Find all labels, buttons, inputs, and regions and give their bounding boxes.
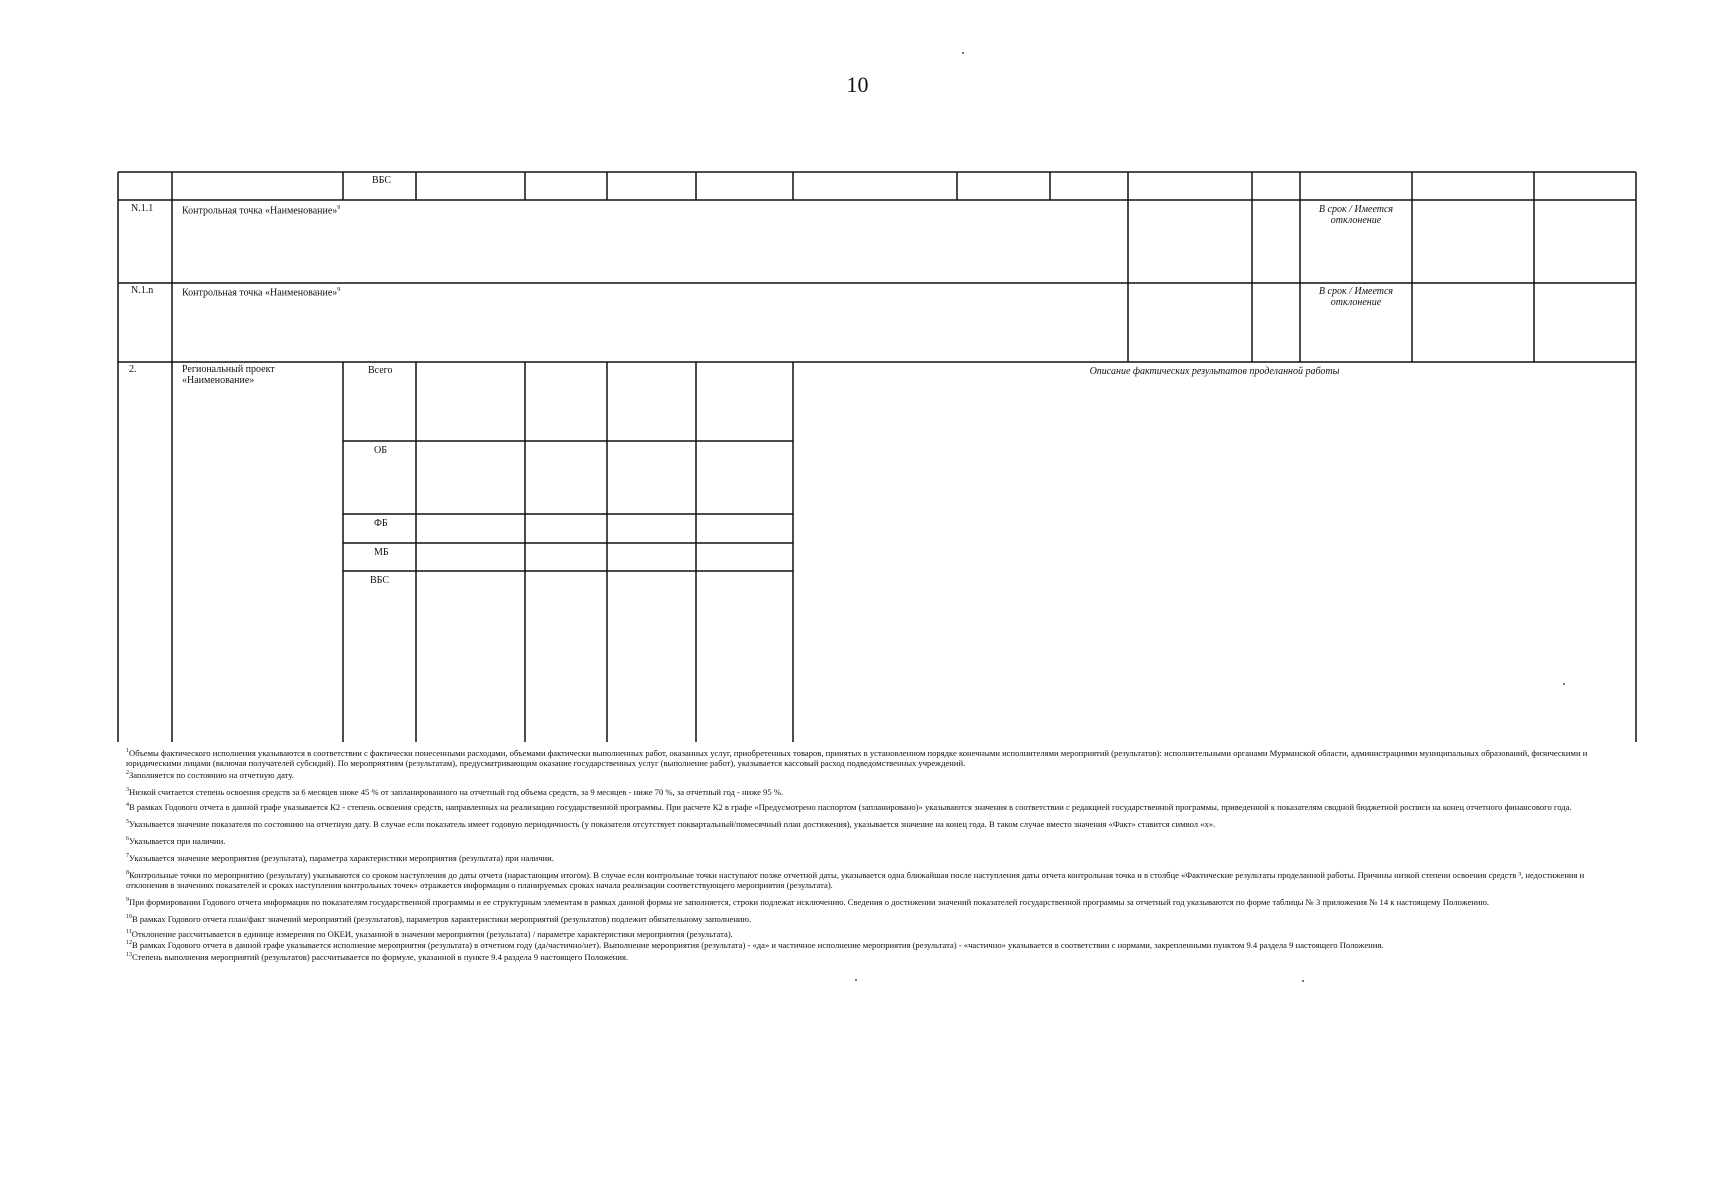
footnote-4: $^4$В рамках Годового отчета в данной графе указывается К2 - степень освоения средств, направленных на реализацию государственной программы. При расчете К2 в графе «Предусмотрено паспортом (запланировано)» указываются значения в соответствии с редакцией государственной программы, приведенной к показателям сводной бюджетной росписи на конец отчетного финансового года. — [126, 801, 1572, 812]
footnote-11: $^{11}$Отклонение рассчитывается в единице измерения по ОКЕИ, указанной в значении мероприятия (результата) / параметре характеристики мероприятия (результата). — [126, 928, 733, 939]
row-number-n1n: N.1.n — [131, 285, 154, 296]
scan-speck — [1563, 683, 1565, 685]
footnote-3: $^3$Низкой считается степень освоения средств за 6 месяцев ниже 45 % от запланированного на отчетный год объема средств, за 9 месяцев - ниже 70 %, за отчетный год - ниже 95 %. — [126, 786, 784, 797]
page-number: 10 — [846, 72, 869, 97]
source-label-vbs-top: ВБС — [372, 175, 392, 186]
footnote-10: $^{10}$В рамках Годового отчета план/факт значений мероприятий (результатов), параметров характеристики мероприятий (результатов) подлежит обязательному заполнению. — [126, 913, 752, 924]
checkpoint-status-n11: В срок / Имеется отклонение — [1318, 204, 1394, 226]
row-number-n11: N.1.1 — [131, 203, 154, 214]
checkpoint-name-n1n: Контрольная точка «Наименование»$^9$ — [182, 287, 341, 299]
regional-project-name: Региональный проект «Наименование» — [182, 364, 275, 386]
row-number-regional: 2. — [129, 364, 137, 375]
source-label-total: Всего — [368, 365, 393, 376]
footnote-8: $^8$Контрольные точки по мероприятию (результату) указываются со сроком наступления до даты отчета (нарастающим итогом). В случае если контрольные точки наступают позже отчетной даты, указывается одна ближайшая после наступления даты отчета контрольная точка и в столбце «Фактические результаты проделанной работы. Причины низкой степени освоения средств ³, недостижения и отклонения в значениях показателей и сроках наступления контрольных точек» отражается информация о планируемых сроках начала реализации соответствующего мероприятия (результата). — [126, 869, 1585, 890]
scan-speck — [1302, 980, 1304, 982]
footnote-1: $^1$Объемы фактического исполнения указываются в соответствии с фактически понесенными расходами, объемами фактически выполненных работ, оказанных услуг, приобретенных товаров, принятых в установленном порядке конечными исполнителями мероприятий (результатов): исполнительными органами Мурманской области, администрациями муниципальных образований, физическими и юридическими лицами (включая получателей субсидий). По мероприятиям (результатам), предусматривающим оказание государственных услуг (выполнение работ), указывается кассовый расход подведомственных учреждений. — [126, 747, 1588, 768]
footnote-6: $^6$Указывается при наличии. — [126, 836, 226, 847]
source-label-vbs: ВБС — [370, 575, 390, 586]
footnote-13: $^{13}$Степень выполнения мероприятий (результатов) рассчитывается по формуле, указанной в пункте 9.4 раздела 9 настоящего Положения. — [126, 952, 629, 963]
source-label-ob: ОБ — [374, 445, 387, 456]
source-label-mb: МБ — [374, 547, 389, 558]
source-label-fb: ФБ — [374, 518, 388, 529]
results-description: Описание фактических результатов проделанной работы — [1089, 366, 1340, 377]
footnote-5: $^5$Указывается значение показателя по состоянию на отчетную дату. В случае если показатель имеет годовую периодичность (у показателя отсутствует поквартальный/помесячный план достижения), указывается значение на конец года. В таком случае вместо значения «Факт» ставится символ «х». — [126, 819, 1216, 830]
checkpoint-status-n1n: В срок / Имеется отклонение — [1318, 286, 1394, 308]
footnote-2: $^2$Заполняется по состоянию на отчетную дату. — [126, 769, 294, 780]
checkpoint-name-n11: Контрольная точка «Наименование»$^9$ — [182, 205, 341, 217]
scan-speck — [855, 979, 857, 981]
footnote-7: $^7$Указывается значение мероприятия (результата), параметра характеристики мероприятия (результата) при наличии. — [126, 853, 554, 864]
footnote-12: $^{12}$В рамках Годового отчета в данной графе указывается исполнение мероприятия (результата) в отчетном году (да/частично/нет). Выполнение мероприятия (результата) - «да» и частичное исполнение мероприятия (результата) - «частично» указывается в соответствии с нормами, закрепленными пунктом 9.4 раздела 9 настоящего Положения. — [126, 940, 1384, 951]
scan-speck — [962, 52, 964, 54]
footnote-9: $^9$При формировании Годового отчета информация по показателям государственной программы и ее структурным элементам в рамках данной формы не заполняется, строки подлежат исключению. Сведения о достижении значений показателей государственной программы за отчетный год указываются по форме таблицы № 3 приложения № 14 к настоящему Положению. — [126, 896, 1490, 907]
footnotes — [126, 746, 1616, 962]
